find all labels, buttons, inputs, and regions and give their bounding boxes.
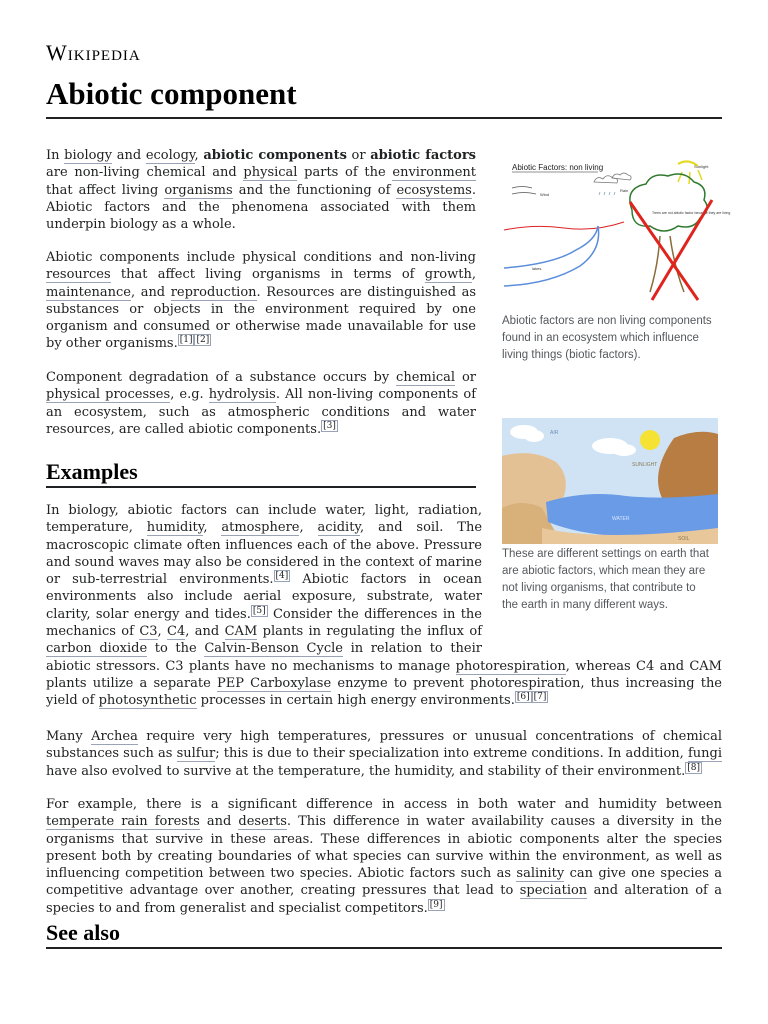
fig2-sunlight-label: SUNLIGHT: [632, 462, 658, 468]
sun-icon: [640, 430, 660, 450]
link-carbon-dioxide[interactable]: carbon dioxide: [46, 641, 148, 657]
title-divider: [46, 117, 722, 119]
link-growth[interactable]: growth: [424, 267, 472, 283]
earth-settings-image: [502, 418, 718, 544]
link-hydrolysis[interactable]: hydrolysis: [208, 387, 276, 403]
link-physical[interactable]: physical: [243, 165, 298, 181]
wikipedia-wordmark[interactable]: Wikipedia: [46, 40, 141, 65]
link-deserts[interactable]: deserts: [238, 814, 287, 830]
examples-heading: Examples: [46, 459, 138, 484]
link-resources[interactable]: resources: [46, 267, 111, 283]
link-photorespiration[interactable]: photorespiration: [455, 658, 566, 674]
link-salinity[interactable]: salinity: [516, 866, 565, 882]
citation-3[interactable]: [3]: [323, 420, 336, 431]
figure-earth-settings[interactable]: [502, 418, 718, 544]
intro-paragraph-3: Component degradation of a substance occurs by chemical or physical processes, e.g. hydrolysis. All non-living components of an ecosystem, such as atmospheric conditions and water resources, are called abiotic components. [3]: [46, 370, 476, 437]
link-calvin-benson-cycle[interactable]: Calvin-Benson Cycle: [204, 641, 343, 657]
page-title: Abiotic component: [46, 76, 297, 111]
intro-paragraph-1: In biology and ecology, abiotic components or abiotic factors are non-living chemical and physical parts of the environment that affect living organisms and the functioning of ecosystems. Abiotic factors and the phenomena associated with them underpin biology as a whole.: [46, 148, 476, 233]
link-organisms[interactable]: organisms: [164, 182, 233, 198]
see-also-heading: See also: [46, 920, 120, 945]
link-reproduction[interactable]: reproduction: [170, 284, 257, 300]
fig1-wind-label: Wind: [540, 192, 550, 197]
link-fungi[interactable]: fungi: [687, 746, 722, 762]
abiotic-factors-sketch-image: [502, 150, 731, 308]
examples-paragraph-1: In biology, abiotic factors can include water, light, radiation, temperature, humidity, atmosphere, acidity, and soil. The macroscopic climate often influences each of the above. Pressure and sound waves may also be considered in the context of marine or sub-terrestrial environments. [4] Abiotic factors in ocean environments also include aerial exposure, substrate, water clarity, solar energy and tides. [5] Consider the differences in the mechanics of C3, C4, and CAM plants in regulating the influx of carbon dioxide to the Calvin-Benson Cycle in relation to their abiotic stressors. C3 plants have no mechanisms to manage photorespiration, whereas C4 and CAM plants utilize a separate PEP Carboxylase enzyme to prevent photorespiration, thus increasing the yield of photosynthetic processes in certain high energy environments. [6] [7]: [46, 503, 723, 709]
fig1-sunlight-label: Sunlight: [694, 164, 709, 169]
intro-paragraph-2: Abiotic components include physical conditions and non-living resources that affect living organisms in terms of growth, maintenance, and reproduction. Resources are distinguished as substances or objects in the environment required by one organism and consumed or otherwise made unavailable for use by other organisms. [1] [2]: [46, 250, 476, 352]
link-environment[interactable]: environment: [392, 165, 476, 181]
link-c4[interactable]: C4: [167, 624, 186, 640]
citation-9[interactable]: [9]: [429, 899, 443, 910]
link-acidity[interactable]: acidity: [317, 520, 361, 536]
figure-2-caption: These are different settings on earth that are abiotic factors, which mean they are not living organisms, that contribute to the earth in many different ways.: [502, 548, 709, 611]
citation-6[interactable]: [6]: [516, 692, 530, 703]
figure-1-caption: Abiotic factors are non living components found in an ecosystem which influence living things (biotic factors).: [502, 315, 712, 361]
figure-abiotic-factors-sketch[interactable]: [502, 150, 731, 308]
fig2-soil-label: SOIL: [678, 536, 690, 542]
link-physical-processes[interactable]: physical processes: [46, 387, 171, 403]
link-cam[interactable]: CAM: [224, 624, 258, 640]
fig1-rain-label: Rain: [620, 188, 629, 193]
link-archea[interactable]: Archea: [91, 729, 138, 744]
link-temperate-rain-forests[interactable]: temperate rain forests: [46, 814, 200, 830]
citation-1[interactable]: [1]: [179, 335, 193, 346]
fig1-trees-label: Trees are not abiotic factor because they are living: [652, 211, 731, 215]
citation-2[interactable]: [2]: [196, 335, 210, 346]
link-photosynthetic[interactable]: photosynthetic: [98, 693, 197, 709]
link-c3[interactable]: C3: [139, 624, 158, 640]
examples-paragraph-3: For example, there is a significant difference in access in both water and humidity between temperate rain forests and deserts. This difference in water availability causes a diversity in the organisms that survive in these areas. These differences in abiotic components alter the species present both by creating boundaries of what species can survive within the environment, as well as influencing competition between two species. Abiotic factors such as salinity can give one species a competitive advantage over another, creating pressures that lead to speciation and alteration of a species to and from generalist and specialist competitors. [9]: [46, 797, 723, 916]
link-biology[interactable]: biology: [64, 148, 113, 163]
link-pep-carboxylase[interactable]: PEP Carboxylase: [216, 675, 332, 691]
examples-divider: [46, 486, 476, 488]
fig2-air-label: AIR: [550, 430, 559, 436]
fig1-title-label: Abiotic Factors: non living: [512, 163, 604, 172]
link-humidity[interactable]: humidity: [146, 520, 204, 536]
link-sulfur[interactable]: sulfur: [176, 746, 216, 762]
citation-8[interactable]: [8]: [687, 762, 700, 773]
see-also-divider: [46, 947, 722, 949]
citation-5[interactable]: [5]: [252, 605, 266, 616]
fig1-lakes-label: lakes: [532, 266, 542, 271]
link-ecosystems[interactable]: ecosystems: [396, 182, 472, 198]
link-maintenance[interactable]: maintenance: [46, 284, 131, 300]
examples-paragraph-2: Many Archea require very high temperatures, pressures or unusual concentrations of chemical substances such as sulfur; this is due to their specialization into extreme conditions. In addition, fungi have also evolved to survive at the temperature, the humidity, and stability of their environment. [8]: [46, 729, 722, 779]
link-speciation[interactable]: speciation: [519, 883, 588, 899]
link-atmosphere[interactable]: atmosphere: [221, 520, 300, 536]
link-ecology[interactable]: ecology: [145, 148, 195, 163]
citation-4[interactable]: [4]: [275, 571, 289, 582]
link-chemical[interactable]: chemical: [396, 370, 456, 385]
fig2-water-label: WATER: [612, 516, 630, 522]
citation-7[interactable]: [7]: [533, 692, 547, 703]
